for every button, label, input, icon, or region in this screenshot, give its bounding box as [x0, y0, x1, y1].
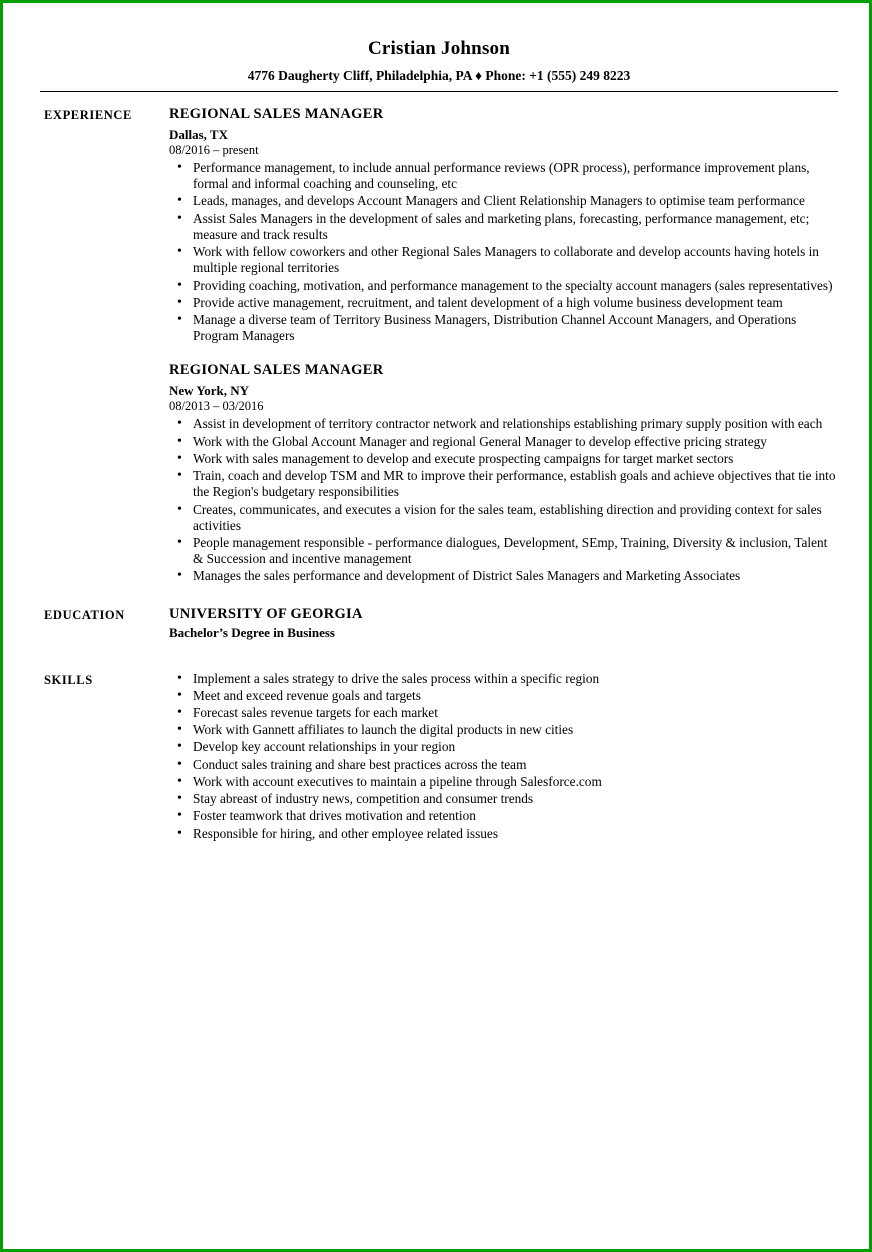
job-location: New York, NY [169, 383, 250, 399]
skills-body [165, 671, 838, 843]
list-item: • Providing coaching, motivation, and performance management to the specialty account managers (sales representatives) [169, 278, 838, 294]
contact-line: 4776 Daugherty Cliff, Philadelphia, PA ♦ Phone: +1 (555) 249 8223 [247, 68, 631, 83]
job-dates: 08/2016 – present [169, 143, 259, 157]
section-education [40, 606, 838, 641]
job-entry [169, 106, 838, 344]
list-item: • Work with the Global Account Manager and regional General Manager to develop effective pricing strategy [169, 434, 838, 450]
job-title: REGIONAL SALES MANAGER [169, 106, 384, 122]
list-item: • Work with Gannett affiliates to launch the digital products in new cities [169, 722, 838, 738]
list-item: • Assist in development of territory contractor network and relationships establishing primary supply position with each [169, 416, 838, 432]
job-title: REGIONAL SALES MANAGER [169, 362, 384, 379]
list-item: • Stay abreast of industry news, competition and consumer trends [169, 791, 838, 807]
list-item: • Work with account executives to maintain a pipeline through Salesforce.com [169, 774, 838, 790]
section-label-education: EDUCATION [44, 607, 125, 622]
list-item: • Provide active management, recruitment, and talent development of a high volume business development team [169, 295, 838, 311]
section-skills [40, 671, 838, 843]
job-location: Dallas, TX [169, 127, 228, 142]
list-item: • Creates, communicates, and executes a vision for the sales team, establishing direction and providing context for sales activities [169, 502, 838, 534]
list-item: • Meet and exceed revenue goals and targets [169, 688, 838, 704]
job-entry [169, 362, 838, 584]
list-item: • Train, coach and develop TSM and MR to improve their performance, establish goals and achieve objectives that tie into the Region's budgetary responsibilities [169, 468, 838, 500]
list-item: • Foster teamwork that drives motivation and retention [169, 808, 838, 824]
resume-sheet [6, 6, 872, 1252]
list-item: • Assist Sales Managers in the development of sales and marketing plans, forecasting, performance management, etc; measure and track results [169, 211, 838, 243]
list-item: • Manage a diverse team of Territory Business Managers, Distribution Channel Account Managers, and Operations Program Managers [169, 312, 838, 344]
section-label-experience: EXPERIENCE [44, 108, 132, 122]
list-item: • Work with fellow coworkers and other Regional Sales Managers to collaborate and develop accounts having hotels in multiple regional territories [169, 244, 838, 276]
list-item: • Work with sales management to develop and execute prospecting campaigns for target market sectors [169, 451, 838, 467]
list-item: • Performance management, to include annual performance reviews (OPR process), performance improvement plans, formal and informal coaching and counseling, etc [169, 160, 838, 192]
job-dates: 08/2013 – 03/2016 [169, 399, 264, 414]
education-degree: Bachelor’s Degree in Business [169, 624, 335, 640]
list-item: • Conduct sales training and share best practices across the team [169, 757, 838, 773]
education-body [165, 606, 838, 641]
list-item: • Responsible for hiring, and other employee related issues [169, 826, 838, 842]
list-item: • Implement a sales strategy to drive the sales process within a specific region [169, 671, 838, 687]
experience-body [165, 106, 838, 586]
list-item: • People management responsible - performance dialogues, Development, SEmp, Training, Diversity & inclusion, Talent & Succession and incentive management [169, 535, 838, 567]
header-divider [40, 91, 838, 92]
list-item: • Forecast sales revenue targets for each market [169, 705, 838, 721]
section-label-skills: SKILLS [44, 672, 93, 687]
list-item: • Leads, manages, and develops Account Managers and Client Relationship Managers to optimise team performance [169, 193, 838, 209]
list-item: • Manages the sales performance and development of District Sales Managers and Marketing Associates [169, 568, 838, 584]
list-item: • Develop key account relationships in your region [169, 739, 838, 755]
job-bullets [169, 416, 838, 584]
job-bullets [169, 160, 838, 344]
section-experience [40, 106, 838, 586]
education-school: UNIVERSITY OF GEORGIA [169, 605, 363, 622]
skills-bullets [169, 671, 838, 842]
page-title: Cristian Johnson [367, 38, 511, 59]
